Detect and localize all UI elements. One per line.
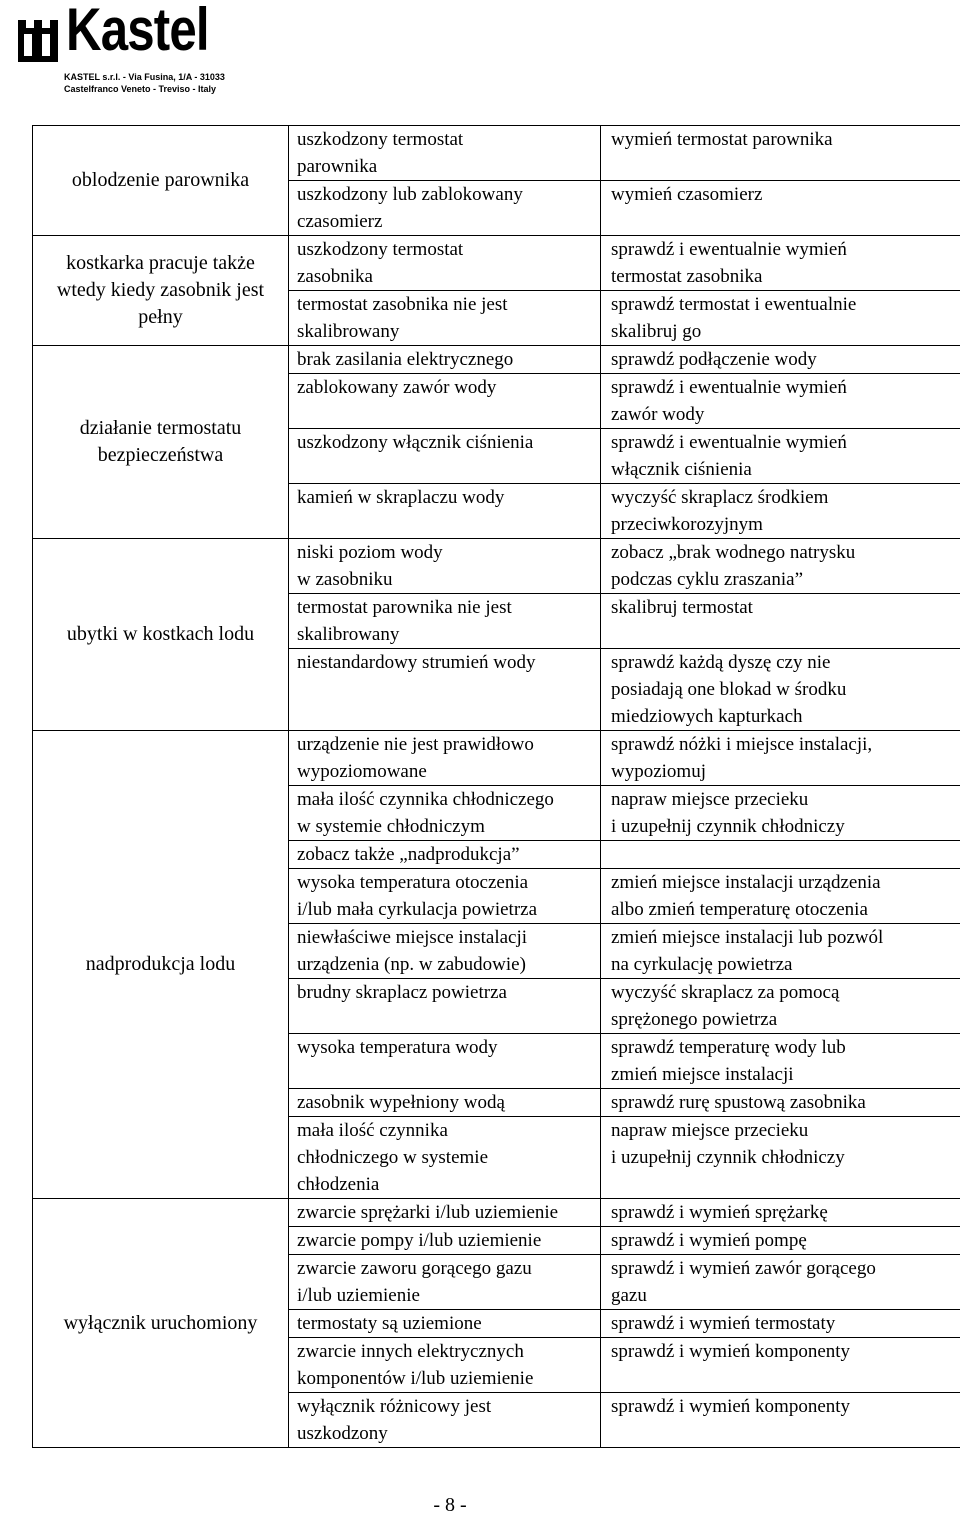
cause-cell bbox=[289, 236, 601, 291]
remedy-text: posiadają one blokad w środku bbox=[611, 676, 960, 703]
cause-text: wysoka temperatura otoczenia bbox=[297, 869, 600, 896]
remedy-text: zmień miejsce instalacji bbox=[611, 1061, 960, 1088]
cause-cell bbox=[289, 291, 601, 346]
cause-text: w zasobniku bbox=[297, 566, 600, 593]
remedy-text: sprawdź rurę spustową zasobnika bbox=[611, 1089, 960, 1116]
cause-text: brudny skraplacz powietrza bbox=[297, 979, 600, 1006]
remedy-cell bbox=[601, 429, 960, 484]
cause-cell bbox=[289, 1310, 601, 1338]
table-row bbox=[33, 126, 960, 181]
cause-cell bbox=[289, 979, 601, 1034]
cause-text: wyłącznik różnicowy jest bbox=[297, 1393, 600, 1420]
cause-cell bbox=[289, 1393, 601, 1448]
cause-text: uszkodzony włącznik ciśnienia bbox=[297, 429, 600, 456]
symptom-text: ubytki w kostkach lodu bbox=[37, 621, 284, 648]
cause-text: komponentów i/lub uziemienie bbox=[297, 1365, 600, 1392]
remedy-text: wyczyść skraplacz za pomocą bbox=[611, 979, 960, 1006]
cause-cell bbox=[289, 1255, 601, 1310]
remedy-text: zmień miejsce instalacji lub pozwól bbox=[611, 924, 960, 951]
remedy-text: zobacz „brak wodnego natrysku bbox=[611, 539, 960, 566]
cause-cell bbox=[289, 786, 601, 841]
remedy-text: i uzupełnij czynnik chłodniczy bbox=[611, 1144, 960, 1171]
remedy-cell bbox=[601, 1034, 960, 1089]
remedy-text: miedziowych kapturkach bbox=[611, 703, 960, 730]
remedy-cell bbox=[601, 1393, 960, 1448]
cause-cell bbox=[289, 924, 601, 979]
cause-text: zwarcie innych elektrycznych bbox=[297, 1338, 600, 1365]
remedy-text bbox=[611, 208, 960, 235]
remedy-cell bbox=[601, 841, 960, 869]
remedy-text: albo zmień temperaturę otoczenia bbox=[611, 896, 960, 923]
remedy-text: wyczyść skraplacz środkiem bbox=[611, 484, 960, 511]
symptom-cell bbox=[33, 236, 289, 346]
remedy-text: przeciwkorozyjnym bbox=[611, 511, 960, 538]
company-address-line1: KASTEL s.r.l. - Via Fusina, 1/A - 31033 bbox=[64, 72, 225, 82]
cause-cell bbox=[289, 1227, 601, 1255]
symptom-text: nadprodukcja lodu bbox=[37, 951, 284, 978]
cause-cell bbox=[289, 539, 601, 594]
cause-text: termostat parownika nie jest bbox=[297, 594, 600, 621]
remedy-text: sprawdź nóżki i miejsce instalacji, bbox=[611, 731, 960, 758]
cause-text: kamień w skraplaczu wody bbox=[297, 484, 600, 511]
cause-text: urządzenie nie jest prawidłowo bbox=[297, 731, 600, 758]
cause-text: mała ilość czynnika chłodniczego bbox=[297, 786, 600, 813]
remedy-cell bbox=[601, 346, 960, 374]
cause-text: skalibrowany bbox=[297, 318, 600, 345]
remedy-text: sprawdź i wymień sprężarkę bbox=[611, 1199, 960, 1226]
cause-text: niski poziom wody bbox=[297, 539, 600, 566]
remedy-cell bbox=[601, 1089, 960, 1117]
remedy-cell bbox=[601, 1117, 960, 1199]
cause-text: uszkodzony lub zablokowany bbox=[297, 181, 600, 208]
remedy-text: sprawdź i ewentualnie wymień bbox=[611, 236, 960, 263]
cause-text: niestandardowy strumień wody bbox=[297, 649, 600, 676]
cause-cell bbox=[289, 1089, 601, 1117]
cause-text: wysoka temperatura wody bbox=[297, 1034, 600, 1061]
cause-text: w systemie chłodniczym bbox=[297, 813, 600, 840]
table-body bbox=[33, 126, 960, 1448]
page-number: - 8 - bbox=[0, 1494, 900, 1517]
cause-text: parownika bbox=[297, 153, 600, 180]
symptom-text: oblodzenie parownika bbox=[37, 167, 284, 194]
cause-cell bbox=[289, 1034, 601, 1089]
cause-cell bbox=[289, 1117, 601, 1199]
cause-text bbox=[297, 1006, 600, 1033]
cause-cell bbox=[289, 126, 601, 181]
remedy-cell bbox=[601, 181, 960, 236]
remedy-text: sprawdź temperaturę wody lub bbox=[611, 1034, 960, 1061]
remedy-text: włącznik ciśnienia bbox=[611, 456, 960, 483]
remedy-text: sprawdź i ewentualnie wymień bbox=[611, 374, 960, 401]
cause-text bbox=[297, 676, 600, 703]
remedy-text: sprawdź każdą dyszę czy nie bbox=[611, 649, 960, 676]
remedy-text: gazu bbox=[611, 1282, 960, 1309]
troubleshooting-table bbox=[32, 125, 960, 1448]
cause-cell bbox=[289, 869, 601, 924]
symptom-text: wyłącznik uruchomiony bbox=[37, 1310, 284, 1337]
cause-text: wypoziomowane bbox=[297, 758, 600, 785]
cause-text: termostaty są uziemione bbox=[297, 1310, 600, 1337]
remedy-text: sprawdź i ewentualnie wymień bbox=[611, 429, 960, 456]
cause-text bbox=[297, 703, 600, 730]
cause-text: uszkodzony bbox=[297, 1420, 600, 1447]
remedy-text: sprawdź i wymień zawór gorącego bbox=[611, 1255, 960, 1282]
remedy-text: wypoziomuj bbox=[611, 758, 960, 785]
cause-text: uszkodzony termostat bbox=[297, 126, 600, 153]
cause-text: skalibrowany bbox=[297, 621, 600, 648]
remedy-cell bbox=[601, 979, 960, 1034]
remedy-cell bbox=[601, 291, 960, 346]
remedy-cell bbox=[601, 1338, 960, 1393]
remedy-cell bbox=[601, 539, 960, 594]
cause-text: zobacz także „nadprodukcja” bbox=[297, 841, 600, 868]
cause-text: zablokowany zawór wody bbox=[297, 374, 600, 401]
remedy-text bbox=[611, 621, 960, 648]
table-row bbox=[33, 731, 960, 786]
remedy-cell bbox=[601, 731, 960, 786]
remedy-text: termostat zasobnika bbox=[611, 263, 960, 290]
cause-text: chłodzenia bbox=[297, 1171, 600, 1198]
remedy-cell bbox=[601, 869, 960, 924]
remedy-cell bbox=[601, 126, 960, 181]
table-row bbox=[33, 236, 960, 291]
symptom-text: bezpieczeństwa bbox=[37, 442, 284, 469]
remedy-cell bbox=[601, 1199, 960, 1227]
symptom-text: działanie termostatu bbox=[37, 415, 284, 442]
cause-text: niewłaściwe miejsce instalacji bbox=[297, 924, 600, 951]
cause-cell bbox=[289, 841, 601, 869]
cause-text bbox=[297, 511, 600, 538]
symptom-text: kostkarka pracuje także bbox=[37, 250, 284, 277]
table-row bbox=[33, 346, 960, 374]
remedy-cell bbox=[601, 1310, 960, 1338]
cause-text: termostat zasobnika nie jest bbox=[297, 291, 600, 318]
table-row bbox=[33, 1199, 960, 1227]
cause-text: zwarcie zaworu gorącego gazu bbox=[297, 1255, 600, 1282]
remedy-text: skalibruj go bbox=[611, 318, 960, 345]
remedy-text: wymień czasomierz bbox=[611, 181, 960, 208]
cause-text: i/lub uziemienie bbox=[297, 1282, 600, 1309]
remedy-text: zmień miejsce instalacji urządzenia bbox=[611, 869, 960, 896]
cause-cell bbox=[289, 346, 601, 374]
remedy-text bbox=[611, 153, 960, 180]
cause-text bbox=[297, 401, 600, 428]
cause-text: czasomierz bbox=[297, 208, 600, 235]
cause-text: mała ilość czynnika bbox=[297, 1117, 600, 1144]
table-row bbox=[33, 539, 960, 594]
cause-cell bbox=[289, 594, 601, 649]
remedy-text: sprawdź i wymień komponenty bbox=[611, 1338, 960, 1365]
remedy-cell bbox=[601, 374, 960, 429]
cause-text: brak zasilania elektrycznego bbox=[297, 346, 600, 373]
remedy-cell bbox=[601, 236, 960, 291]
remedy-text: na cyrkulację powietrza bbox=[611, 951, 960, 978]
remedy-text bbox=[611, 1171, 960, 1198]
cause-cell bbox=[289, 731, 601, 786]
symptom-text: pełny bbox=[37, 304, 284, 331]
remedy-text: sprężonego powietrza bbox=[611, 1006, 960, 1033]
remedy-text: napraw miejsce przecieku bbox=[611, 786, 960, 813]
remedy-cell bbox=[601, 649, 960, 731]
symptom-cell bbox=[33, 126, 289, 236]
cause-text: i/lub mała cyrkulacja powietrza bbox=[297, 896, 600, 923]
company-address-line2: Castelfranco Veneto - Treviso - Italy bbox=[64, 84, 216, 94]
remedy-text: zawór wody bbox=[611, 401, 960, 428]
cause-text: urządzenia (np. w zabudowie) bbox=[297, 951, 600, 978]
cause-text: zwarcie pompy i/lub uziemienie bbox=[297, 1227, 600, 1254]
kastel-logo bbox=[8, 4, 218, 94]
symptom-cell bbox=[33, 1199, 289, 1448]
cause-text: chłodniczego w systemie bbox=[297, 1144, 600, 1171]
cause-cell bbox=[289, 649, 601, 731]
cause-cell bbox=[289, 374, 601, 429]
remedy-text bbox=[611, 1420, 960, 1447]
remedy-text: podczas cyklu zraszania” bbox=[611, 566, 960, 593]
cause-text: uszkodzony termostat bbox=[297, 236, 600, 263]
brand-name: Kastel bbox=[66, 0, 209, 60]
cause-cell bbox=[289, 181, 601, 236]
symptom-cell bbox=[33, 346, 289, 539]
remedy-text: i uzupełnij czynnik chłodniczy bbox=[611, 813, 960, 840]
symptom-cell bbox=[33, 731, 289, 1199]
cause-cell bbox=[289, 1338, 601, 1393]
cause-text bbox=[297, 1061, 600, 1088]
symptom-cell bbox=[33, 539, 289, 731]
remedy-cell bbox=[601, 594, 960, 649]
remedy-text: napraw miejsce przecieku bbox=[611, 1117, 960, 1144]
remedy-cell bbox=[601, 786, 960, 841]
cause-cell bbox=[289, 429, 601, 484]
cause-text: zasobnika bbox=[297, 263, 600, 290]
remedy-text: sprawdź i wymień komponenty bbox=[611, 1393, 960, 1420]
remedy-text: sprawdź podłączenie wody bbox=[611, 346, 960, 373]
remedy-text: wymień termostat parownika bbox=[611, 126, 960, 153]
remedy-text: sprawdź i wymień pompę bbox=[611, 1227, 960, 1254]
remedy-cell bbox=[601, 484, 960, 539]
remedy-text: skalibruj termostat bbox=[611, 594, 960, 621]
remedy-cell bbox=[601, 1227, 960, 1255]
cause-cell bbox=[289, 484, 601, 539]
remedy-text bbox=[611, 1365, 960, 1392]
cause-text bbox=[297, 456, 600, 483]
cause-cell bbox=[289, 1199, 601, 1227]
cause-text: zasobnik wypełniony wodą bbox=[297, 1089, 600, 1116]
remedy-text bbox=[611, 841, 960, 868]
cause-text: zwarcie sprężarki i/lub uziemienie bbox=[297, 1199, 600, 1226]
remedy-text: sprawdź i wymień termostaty bbox=[611, 1310, 960, 1337]
symptom-text: wtedy kiedy zasobnik jest bbox=[37, 277, 284, 304]
remedy-cell bbox=[601, 1255, 960, 1310]
kastel-crest-icon bbox=[16, 14, 60, 64]
remedy-text: sprawdź termostat i ewentualnie bbox=[611, 291, 960, 318]
remedy-cell bbox=[601, 924, 960, 979]
